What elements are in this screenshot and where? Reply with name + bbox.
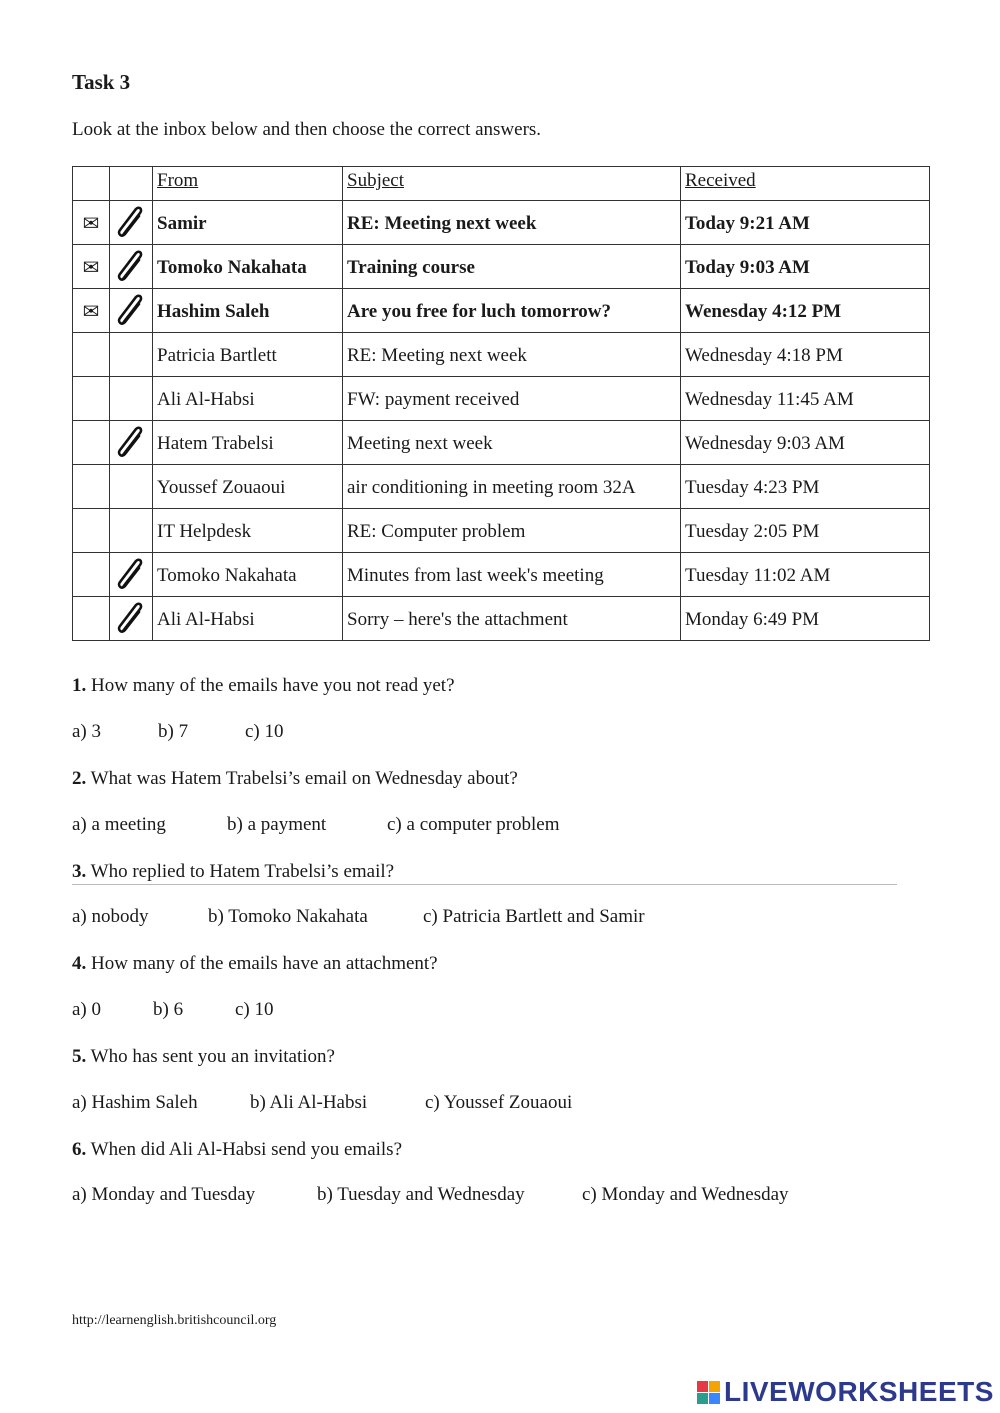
divider-line: [72, 884, 897, 885]
email-row[interactable]: [73, 553, 930, 597]
answer-option[interactable]: c) 10: [235, 999, 274, 1020]
email-row[interactable]: [73, 377, 930, 421]
answer-option[interactable]: a) 3: [72, 721, 102, 742]
email-received: Monday 6:49 PM: [681, 597, 930, 641]
answer-option[interactable]: b) Ali Al-Habsi: [250, 1092, 368, 1113]
email-from: IT Helpdesk: [153, 509, 343, 553]
read-status-cell: [73, 421, 110, 465]
question-number: 2.: [72, 768, 87, 789]
read-status-cell: [73, 597, 110, 641]
logo-text: LIVEWORKSHEETS: [724, 1376, 994, 1407]
paperclip-icon: [110, 600, 152, 638]
read-status-cell: [73, 245, 110, 289]
answer-option[interactable]: b) 6: [153, 999, 184, 1020]
email-from: Tomoko Nakahata: [153, 553, 343, 597]
email-from: Youssef Zouaoui: [153, 465, 343, 509]
attachment-cell: [110, 597, 153, 641]
attachment-cell: [110, 245, 153, 289]
attachment-cell: [110, 465, 153, 509]
attachment-cell: [110, 201, 153, 245]
question-text: When did Ali Al-Habsi send you emails?: [90, 1139, 403, 1160]
question-number: 4.: [72, 953, 87, 974]
question-2: [72, 768, 518, 790]
email-subject: Meeting next week: [343, 421, 681, 465]
envelope-icon: ✉: [82, 301, 100, 323]
email-from: Patricia Bartlett: [153, 333, 343, 377]
email-row[interactable]: [73, 597, 930, 641]
read-status-cell: [73, 509, 110, 553]
logo-mark-icon: [697, 1381, 720, 1404]
email-received: Wednesday 11:45 AM: [681, 377, 930, 421]
envelope-icon: ✉: [82, 213, 100, 235]
header-read-status: [73, 167, 110, 201]
read-status-cell: [73, 201, 110, 245]
header-from: From: [153, 167, 343, 201]
question-text: Who replied to Hatem Trabelsi’s email?: [90, 861, 395, 882]
email-row[interactable]: [73, 289, 930, 333]
answer-option[interactable]: c) 10: [245, 721, 284, 742]
answer-option[interactable]: b) Tomoko Nakahata: [208, 906, 368, 927]
answer-option[interactable]: a) 0: [72, 999, 102, 1020]
answer-option[interactable]: b) 7: [158, 721, 189, 742]
header-attachment: [110, 167, 153, 201]
email-from: Ali Al-Habsi: [153, 597, 343, 641]
question-text: Who has sent you an invitation?: [90, 1046, 335, 1067]
question-number: 1.: [72, 675, 87, 696]
email-row[interactable]: [73, 201, 930, 245]
paperclip-icon: [110, 204, 152, 242]
answer-option[interactable]: a) a meeting: [72, 814, 166, 835]
read-status-cell: [73, 377, 110, 421]
paperclip-icon: [110, 292, 152, 330]
email-subject: Minutes from last week's meeting: [343, 553, 681, 597]
answer-option[interactable]: a) nobody: [72, 906, 149, 927]
email-received: Tuesday 11:02 AM: [681, 553, 930, 597]
attachment-cell: [110, 509, 153, 553]
email-subject: RE: Meeting next week: [343, 201, 681, 245]
email-from: Tomoko Nakahata: [153, 245, 343, 289]
answer-option[interactable]: c) Patricia Bartlett and Samir: [423, 906, 645, 927]
liveworksheets-logo: [697, 1374, 994, 1410]
question-1: [72, 675, 455, 697]
question-text: How many of the emails have you not read yet?: [91, 675, 455, 696]
email-row[interactable]: [73, 245, 930, 289]
paperclip-icon: [110, 248, 152, 286]
answer-option[interactable]: a) Hashim Saleh: [72, 1092, 198, 1113]
email-received: Today 9:21 AM: [681, 201, 930, 245]
attachment-cell: [110, 333, 153, 377]
attachment-cell: [110, 377, 153, 421]
envelope-icon: ✉: [82, 257, 100, 279]
answer-option[interactable]: b) Tuesday and Wednesday: [317, 1184, 525, 1205]
answer-option[interactable]: c) Monday and Wednesday: [582, 1184, 789, 1205]
email-subject: Sorry – here's the attachment: [343, 597, 681, 641]
email-received: Tuesday 2:05 PM: [681, 509, 930, 553]
question-5: [72, 1046, 335, 1068]
attachment-cell: [110, 289, 153, 333]
email-from: Samir: [153, 201, 343, 245]
question-text: What was Hatem Trabelsi’s email on Wednesday about?: [90, 768, 518, 789]
question-number: 6.: [72, 1139, 87, 1160]
email-from: Hashim Saleh: [153, 289, 343, 333]
task-intro: Look at the inbox below and then choose the correct answers.: [72, 119, 542, 140]
question-3: [72, 861, 394, 883]
attachment-cell: [110, 421, 153, 465]
answer-option[interactable]: c) a computer problem: [387, 814, 560, 835]
read-status-cell: [73, 553, 110, 597]
email-from: Ali Al-Habsi: [153, 377, 343, 421]
question-4: [72, 953, 438, 975]
email-received: Wednesday 4:18 PM: [681, 333, 930, 377]
question-6: [72, 1139, 402, 1161]
read-status-cell: [73, 289, 110, 333]
header-subject: Subject: [343, 167, 681, 201]
email-subject: Training course: [343, 245, 681, 289]
email-from: Hatem Trabelsi: [153, 421, 343, 465]
answer-option[interactable]: b) a payment: [227, 814, 327, 835]
email-row[interactable]: [73, 509, 930, 553]
email-subject: air conditioning in meeting room 32A: [343, 465, 681, 509]
email-subject: RE: Meeting next week: [343, 333, 681, 377]
read-status-cell: [73, 465, 110, 509]
header-received: Received: [681, 167, 930, 201]
paperclip-icon: [110, 556, 152, 594]
inbox-table: [72, 166, 930, 641]
email-subject: FW: payment received: [343, 377, 681, 421]
email-subject: RE: Computer problem: [343, 509, 681, 553]
question-number: 3.: [72, 861, 87, 882]
inbox-header-row: [73, 167, 930, 201]
task-title: Task 3: [72, 70, 131, 94]
read-status-cell: [73, 333, 110, 377]
paperclip-icon: [110, 424, 152, 462]
answer-option[interactable]: c) Youssef Zouaoui: [425, 1092, 573, 1113]
email-received: Tuesday 4:23 PM: [681, 465, 930, 509]
email-received: Today 9:03 AM: [681, 245, 930, 289]
email-subject: Are you free for luch tomorrow?: [343, 289, 681, 333]
question-number: 5.: [72, 1046, 87, 1067]
answer-option[interactable]: a) Monday and Tuesday: [72, 1184, 256, 1205]
email-received: Wednesday 9:03 AM: [681, 421, 930, 465]
attachment-cell: [110, 553, 153, 597]
email-row[interactable]: [73, 465, 930, 509]
source-url: http://learnenglish.britishcouncil.org: [72, 1313, 277, 1328]
email-row[interactable]: [73, 333, 930, 377]
email-received: Wenesday 4:12 PM: [681, 289, 930, 333]
question-text: How many of the emails have an attachment?: [91, 953, 438, 974]
email-row[interactable]: [73, 421, 930, 465]
